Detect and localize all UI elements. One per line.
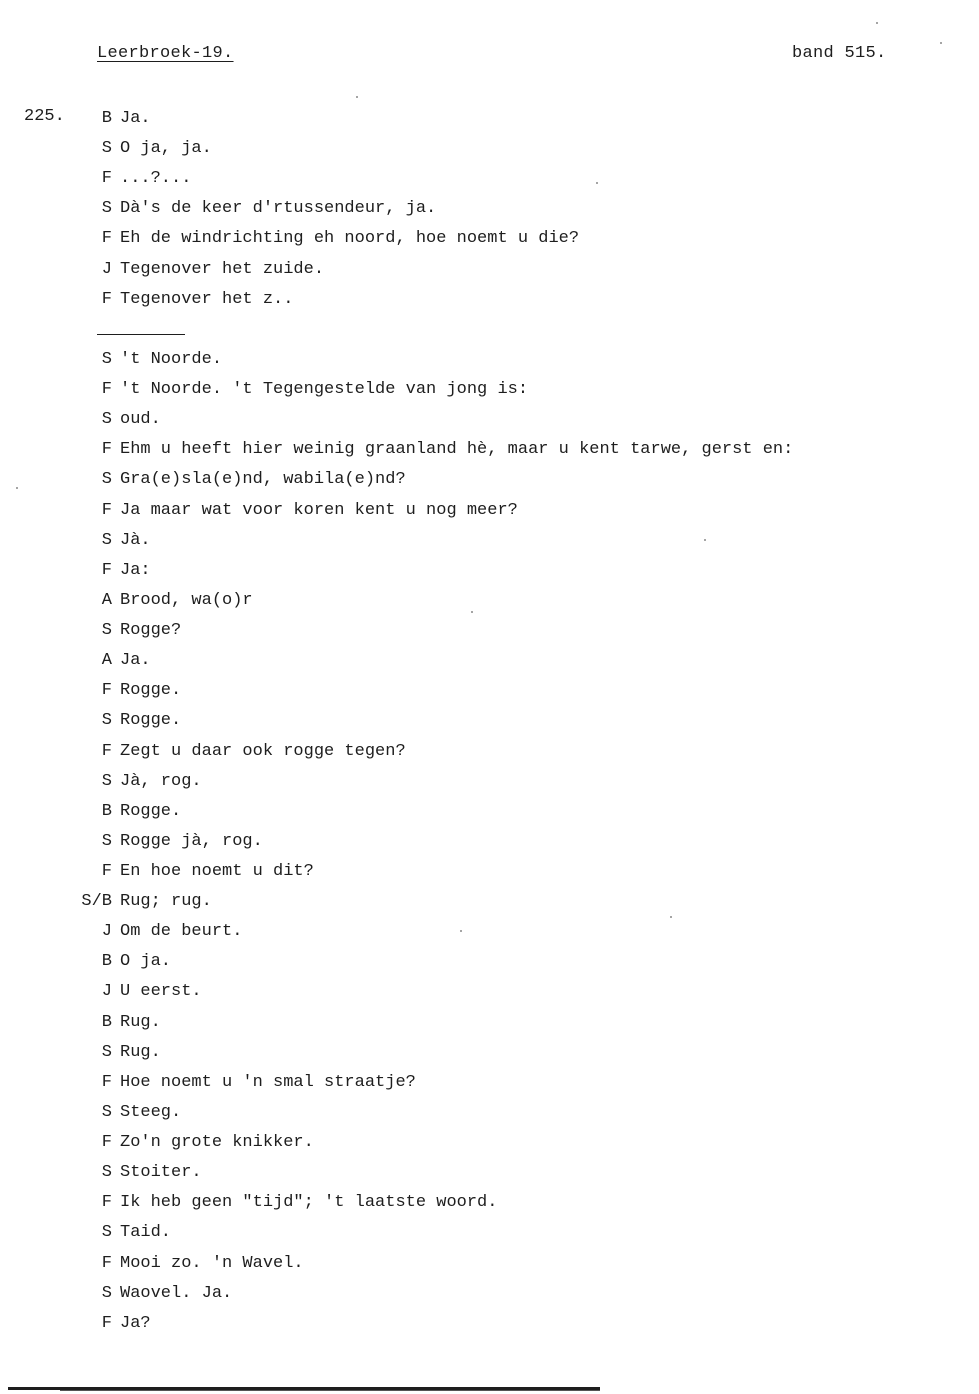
speaker-label: F (101, 380, 112, 399)
utterance-text: Hoe noemt u 'n smal straatje? (120, 1073, 416, 1092)
utterance-text: O ja, ja. (120, 139, 212, 158)
speaker-label: S (101, 531, 112, 550)
utterance-text: Ja maar wat voor koren kent u nog meer? (120, 501, 518, 520)
speaker-label: S (101, 410, 112, 429)
utterance-text: Rogge jà, rog. (120, 832, 263, 851)
speaker-label: B (101, 109, 112, 128)
speaker-label: S (101, 711, 112, 730)
speaker-label: B (101, 1013, 112, 1032)
utterance-text: oud. (120, 410, 161, 429)
speaker-label: J (101, 260, 112, 279)
utterance-text: 't Noorde. (120, 350, 223, 369)
utterance-text: U eerst. (120, 982, 202, 1001)
speaker-label: A (101, 651, 112, 670)
speaker-label: S (101, 139, 112, 158)
utterance-text: Om de beurt. (120, 922, 243, 941)
utterance-text: ...?... (120, 169, 192, 188)
speaker-label: F (101, 681, 112, 700)
speaker-label: S (101, 832, 112, 851)
speaker-label: F (101, 1193, 112, 1212)
utterance-text: 't Noorde. 't Tegengestelde van jong is: (120, 380, 529, 399)
scan-speck (940, 42, 942, 44)
utterance-text: Ja? (120, 1314, 151, 1333)
speaker-label: S (101, 621, 112, 640)
speaker-label: S (101, 772, 112, 791)
utterance-text: Taid. (120, 1223, 172, 1242)
speaker-label: F (101, 561, 112, 580)
scan-speck (471, 611, 473, 613)
speaker-label: F (101, 1314, 112, 1333)
speaker-label: J (101, 922, 112, 941)
utterance-text: Ik heb geen "tijd"; 't laatste woord. (120, 1193, 498, 1212)
utterance-text: Rogge. (120, 681, 182, 700)
scan-speck (460, 930, 462, 932)
speaker-label: F (101, 290, 112, 309)
speaker-label: F (101, 440, 112, 459)
utterance-text: Jà. (120, 531, 151, 550)
utterance-text: Zegt u daar ook rogge tegen? (120, 742, 406, 761)
scan-speck (596, 182, 598, 184)
speaker-label: S (101, 1163, 112, 1182)
document-title: Leerbroek-19. (97, 44, 234, 63)
speaker-label: F (101, 742, 112, 761)
speaker-label: S (101, 350, 112, 369)
speaker-label: J (101, 982, 112, 1001)
section-divider (97, 334, 185, 335)
utterance-text: Brood, wa(o)r (120, 591, 253, 610)
utterance-text: Ja: (120, 561, 151, 580)
speaker-label: F (101, 1254, 112, 1273)
utterance-text: Waovel. Ja. (120, 1284, 233, 1303)
bottom-rule-thin (60, 1390, 600, 1391)
speaker-label: F (101, 501, 112, 520)
scan-speck (670, 916, 672, 918)
utterance-text: O ja. (120, 952, 172, 971)
speaker-label: S (101, 1043, 112, 1062)
utterance-text: Rug. (120, 1043, 161, 1062)
utterance-text: Rogge. (120, 802, 182, 821)
utterance-text: Tegenover het zuide. (120, 260, 325, 279)
utterance-text: En hoe noemt u dit? (120, 862, 314, 881)
tape-number: band 515. (792, 44, 887, 63)
speaker-label: S/B (81, 892, 112, 911)
utterance-text: Rug. (120, 1013, 161, 1032)
speaker-label: S (101, 1103, 112, 1122)
speaker-label: S (101, 1223, 112, 1242)
speaker-label: F (101, 862, 112, 881)
speaker-label: B (101, 802, 112, 821)
speaker-label: F (101, 169, 112, 188)
utterance-text: Zo'n grote knikker. (120, 1133, 314, 1152)
utterance-text: Dà's de keer d'rtussendeur, ja. (120, 199, 437, 218)
utterance-text: Eh de windrichting eh noord, hoe noemt u die? (120, 229, 580, 248)
speaker-label: F (101, 1133, 112, 1152)
speaker-label: F (101, 229, 112, 248)
scan-speck (356, 96, 358, 98)
utterance-text: Ja. (120, 109, 151, 128)
utterance-text: Tegenover het z.. (120, 290, 294, 309)
speaker-label: S (101, 199, 112, 218)
speaker-label: F (101, 1073, 112, 1092)
speaker-label: S (101, 1284, 112, 1303)
utterance-text: Steeg. (120, 1103, 182, 1122)
scan-speck (704, 539, 706, 541)
speaker-label: A (101, 591, 112, 610)
utterance-text: Rug; rug. (120, 892, 212, 911)
scan-speck (876, 22, 878, 24)
utterance-text: Ja. (120, 651, 151, 670)
utterance-text: Ehm u heeft hier weinig graanland hè, maar u kent tarwe, gerst en: (120, 440, 794, 459)
section-number: 225. (24, 107, 65, 126)
scan-speck (16, 487, 18, 489)
utterance-text: Stoiter. (120, 1163, 202, 1182)
speaker-label: B (101, 952, 112, 971)
speaker-label: S (101, 470, 112, 489)
utterance-text: Mooi zo. 'n Wavel. (120, 1254, 304, 1273)
utterance-text: Rogge? (120, 621, 182, 640)
utterance-text: Rogge. (120, 711, 182, 730)
utterance-text: Gra(e)sla(e)nd, wabila(e)nd? (120, 470, 406, 489)
utterance-text: Jà, rog. (120, 772, 202, 791)
